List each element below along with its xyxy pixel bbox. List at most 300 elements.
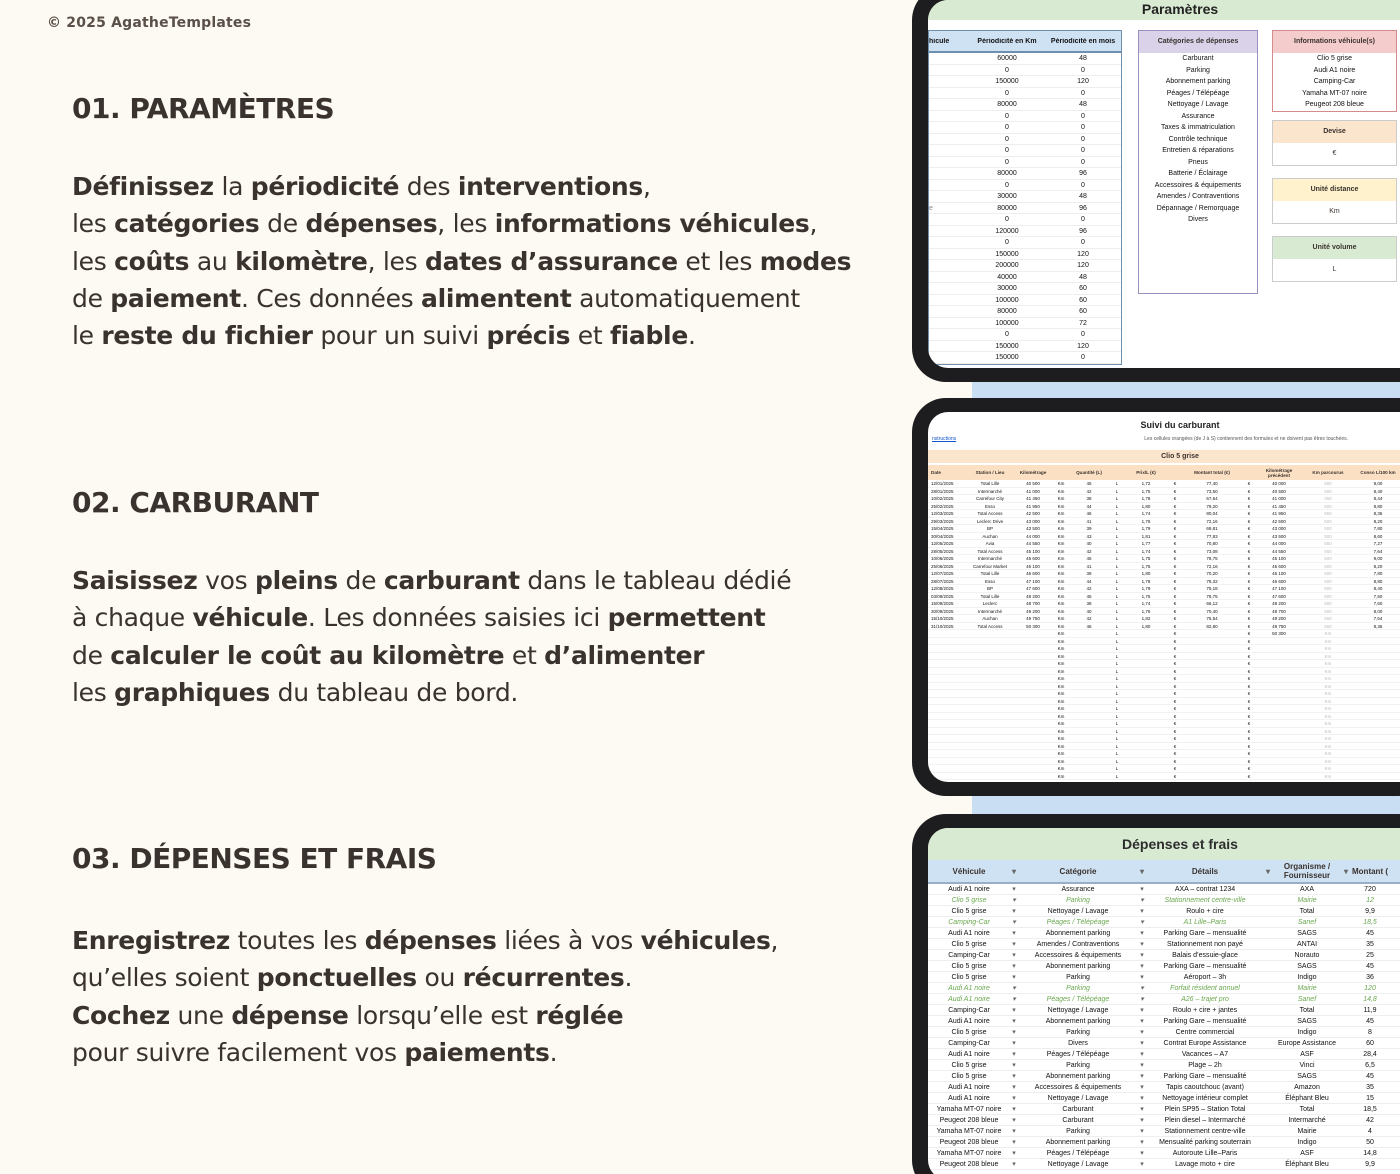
cell-date[interactable] xyxy=(928,660,964,667)
cell[interactable]: 30000 xyxy=(997,193,1017,200)
dropdown-icon[interactable]: ▾ xyxy=(1140,1007,1144,1014)
cell[interactable] xyxy=(929,168,969,179)
cell-station[interactable]: Total Lille xyxy=(980,481,1000,486)
cell-category[interactable]: Nettoyage / Lavage xyxy=(1047,908,1109,915)
cell-station[interactable] xyxy=(964,773,1016,780)
cell[interactable]: 60 xyxy=(1079,296,1087,304)
cell-details[interactable]: A1 Lille–Paris xyxy=(1183,919,1227,926)
category-item[interactable]: Abonnement parking xyxy=(1165,78,1231,85)
cell-supplier[interactable]: Indigo xyxy=(1297,1139,1317,1146)
cell-amount[interactable]: 720 xyxy=(1364,886,1376,893)
cell-price[interactable] xyxy=(1128,668,1164,675)
cell-station[interactable] xyxy=(964,645,1016,652)
dropdown-icon[interactable]: ▾ xyxy=(1140,919,1144,926)
cell-station[interactable]: Auchan xyxy=(982,616,998,621)
cell-station[interactable] xyxy=(964,675,1016,682)
cell-km[interactable]: 41 950 xyxy=(1026,503,1040,509)
cell-station[interactable] xyxy=(964,630,1016,637)
cell-quantity[interactable] xyxy=(1072,675,1106,682)
cell-quantity[interactable]: 44 xyxy=(1086,503,1092,509)
cell-station[interactable]: Total Access xyxy=(977,511,1003,516)
cell-km[interactable] xyxy=(1016,728,1050,735)
cell-station[interactable] xyxy=(964,698,1016,705)
cell-category[interactable]: Parking xyxy=(1066,974,1090,981)
cell-date[interactable] xyxy=(928,720,964,727)
cell-vehicle[interactable]: Camping-Car xyxy=(948,1040,990,1047)
cell[interactable]: 60 xyxy=(1079,308,1087,315)
cell-supplier[interactable]: Sanef xyxy=(1297,919,1317,926)
category-item[interactable]: Péages / Télépéage xyxy=(1166,89,1230,97)
dropdown-icon[interactable]: ▾ xyxy=(1140,908,1144,915)
cell-km[interactable] xyxy=(1016,660,1050,667)
cell-vehicle[interactable]: Camping-Car xyxy=(948,1007,990,1014)
cell[interactable]: 40000 xyxy=(997,273,1017,281)
dropdown-icon[interactable]: ▾ xyxy=(1012,1139,1016,1146)
cell-details[interactable]: Parking Gare – mensualité xyxy=(1163,930,1247,937)
cell-date[interactable] xyxy=(928,773,964,780)
cell-vehicle[interactable]: Peugeot 208 bleue xyxy=(939,1117,999,1124)
cell[interactable]: 120000 xyxy=(995,227,1019,235)
cell-date[interactable]: 12/08/2025 xyxy=(931,586,954,591)
cell-supplier[interactable]: Sanef xyxy=(1297,996,1317,1003)
cell[interactable]: 80000 xyxy=(997,204,1017,212)
dropdown-icon[interactable]: ▾ xyxy=(1012,1150,1016,1157)
cell[interactable]: 96 xyxy=(1079,227,1087,235)
dropdown-icon[interactable]: ▾ xyxy=(1012,952,1016,959)
cell-station[interactable] xyxy=(964,765,1016,772)
cell-category[interactable]: Nettoyage / Lavage xyxy=(1047,1161,1109,1168)
cell[interactable]: 0 xyxy=(1081,112,1085,120)
column-header[interactable]: Prix/L (€) xyxy=(1136,470,1156,475)
cell-station[interactable]: Intermarché xyxy=(977,488,1002,494)
cell-quantity[interactable]: 46 xyxy=(1086,623,1092,629)
cell[interactable]: 0 xyxy=(1081,158,1085,166)
cell-quantity[interactable]: 42 xyxy=(1086,548,1092,554)
cell-date[interactable] xyxy=(928,630,964,637)
cell-quantity[interactable]: 40 xyxy=(1086,541,1092,546)
cell-category[interactable]: Amendes / Contraventions xyxy=(1036,941,1120,948)
cell-price[interactable]: 1,80 xyxy=(1141,623,1151,629)
cell-details[interactable]: Plein diesel – Intermarché xyxy=(1164,1117,1246,1124)
volume-unit-value[interactable]: L xyxy=(1273,259,1396,281)
cell-details[interactable]: Stationnement centre-ville xyxy=(1164,1128,1246,1135)
cell-quantity[interactable]: 42 xyxy=(1086,488,1092,494)
cell-km[interactable]: 44 000 xyxy=(1026,533,1040,539)
cell-category[interactable]: Abonnement parking xyxy=(1045,963,1111,970)
cell-category[interactable]: Carburant xyxy=(1062,1106,1094,1113)
cell-price[interactable]: 1,72 xyxy=(1141,481,1151,486)
cell-supplier[interactable]: Intermarché xyxy=(1288,1117,1326,1124)
column-header[interactable]: Catégorie xyxy=(1059,866,1097,876)
vehicle-item[interactable]: Camping-Car xyxy=(1313,78,1356,85)
cell-price[interactable] xyxy=(1128,743,1164,750)
cell-date[interactable]: 12/01/2025 xyxy=(931,481,954,486)
cell[interactable]: 0 xyxy=(1081,239,1085,246)
cell-price[interactable]: 1,77 xyxy=(1141,541,1151,546)
cell-km[interactable] xyxy=(1016,675,1050,682)
dropdown-icon[interactable]: ▾ xyxy=(1012,1062,1016,1069)
column-header[interactable]: Km parcourus xyxy=(1312,470,1344,475)
cell-price[interactable] xyxy=(1128,735,1164,742)
dropdown-icon[interactable]: ▾ xyxy=(1140,1095,1144,1102)
column-header[interactable]: Périodicité en mois xyxy=(1050,37,1116,45)
cell[interactable]: 0 xyxy=(1005,89,1009,97)
cell-amount[interactable]: 45 xyxy=(1366,963,1374,970)
cell-station[interactable]: Esso xyxy=(984,503,995,509)
cell-details[interactable]: Plein SP95 – Station Total xyxy=(1164,1106,1246,1113)
cell[interactable] xyxy=(929,122,969,133)
cell[interactable]: 0 xyxy=(1005,147,1009,154)
cell-date[interactable] xyxy=(928,653,964,660)
cell-vehicle[interactable]: Clio 5 grise xyxy=(951,1062,987,1069)
cell-date[interactable]: 29/03/2025 xyxy=(931,518,954,524)
cell[interactable] xyxy=(929,145,969,156)
cell[interactable] xyxy=(929,249,969,260)
cell-quantity[interactable] xyxy=(1072,773,1106,780)
cell-category[interactable]: Abonnement parking xyxy=(1045,1018,1111,1025)
cell-amount[interactable]: 42 xyxy=(1366,1117,1374,1124)
cell-details[interactable]: Balais d’essuie-glace xyxy=(1172,952,1238,959)
cell-date[interactable] xyxy=(928,645,964,652)
cell-price[interactable]: 1,75 xyxy=(1141,488,1151,494)
dropdown-icon[interactable]: ▾ xyxy=(1140,1018,1144,1025)
cell-quantity[interactable] xyxy=(1072,758,1106,765)
cell-quantity[interactable]: 38 xyxy=(1086,601,1092,606)
cell[interactable]: 150000 xyxy=(995,342,1019,350)
cell-vehicle[interactable]: Audi A1 noire xyxy=(948,1051,990,1058)
cell-price[interactable] xyxy=(1128,713,1164,720)
cell-vehicle[interactable]: Camping-Car xyxy=(948,952,990,959)
distance-unit-value[interactable]: Km xyxy=(1273,201,1396,223)
cell[interactable]: 120 xyxy=(1077,342,1089,350)
cell-quantity[interactable] xyxy=(1072,690,1106,697)
dropdown-icon[interactable]: ▾ xyxy=(1012,1007,1016,1014)
cell-vehicle[interactable]: Audi A1 noire xyxy=(948,1084,990,1091)
cell-price[interactable]: 1,74 xyxy=(1141,601,1151,606)
cell[interactable]: 0 xyxy=(1005,66,1009,74)
cell-station[interactable]: Leclerc xyxy=(982,601,998,606)
filter-icon[interactable]: ▾ xyxy=(1011,866,1016,876)
dropdown-icon[interactable]: ▾ xyxy=(1012,1128,1016,1135)
cell-details[interactable]: Parking Gare – mensualité xyxy=(1163,963,1247,970)
cell-details[interactable]: Stationnement centre-ville xyxy=(1164,897,1246,904)
cell-quantity[interactable]: 43 xyxy=(1086,533,1092,539)
cell[interactable]: 80000 xyxy=(997,308,1017,315)
cell-price[interactable]: 1,76 xyxy=(1141,563,1151,569)
cell-km[interactable] xyxy=(1016,638,1050,645)
cell-date[interactable] xyxy=(928,705,964,712)
cell-vehicle[interactable]: Clio 5 grise xyxy=(951,908,987,915)
cell-quantity[interactable]: 41 xyxy=(1086,563,1092,569)
cell[interactable]: e xyxy=(929,204,933,212)
cell-station[interactable] xyxy=(964,720,1016,727)
column-header[interactable]: Station / Lieu xyxy=(975,470,1005,475)
cell-km[interactable]: 49 200 xyxy=(1026,608,1040,614)
cell-amount[interactable]: 50 xyxy=(1366,1139,1374,1146)
cell[interactable]: 48 xyxy=(1079,101,1087,108)
cell-quantity[interactable] xyxy=(1072,720,1106,727)
column-header[interactable]: hicule xyxy=(929,37,950,45)
category-item[interactable]: Parking xyxy=(1186,66,1210,74)
cell-station[interactable] xyxy=(964,690,1016,697)
cell-price[interactable] xyxy=(1128,690,1164,697)
cell-amount[interactable]: 9,9 xyxy=(1365,908,1375,915)
cell-supplier[interactable]: ASF xyxy=(1300,1051,1314,1058)
dropdown-icon[interactable]: ▾ xyxy=(1140,1128,1144,1135)
cell-vehicle[interactable]: Peugeot 208 bleue xyxy=(939,1161,999,1168)
cell-station[interactable]: Esso xyxy=(984,578,995,584)
cell-supplier[interactable]: AXA xyxy=(1299,886,1314,893)
cell-price[interactable] xyxy=(1128,630,1164,637)
cell-station[interactable]: Total Access xyxy=(977,548,1003,554)
cell-station[interactable]: Total Access xyxy=(977,623,1003,629)
cell-details[interactable]: Vacances – A7 xyxy=(1181,1051,1229,1058)
cell-quantity[interactable] xyxy=(1072,668,1106,675)
cell-supplier[interactable]: Mairie xyxy=(1297,897,1317,904)
cell-category[interactable]: Divers xyxy=(1068,1040,1088,1047)
dropdown-icon[interactable]: ▾ xyxy=(1012,919,1016,926)
cell-date[interactable] xyxy=(928,638,964,645)
cell-supplier[interactable]: Éléphant Bleu xyxy=(1285,1161,1329,1168)
cell-price[interactable]: 1,79 xyxy=(1141,526,1151,531)
cell-km[interactable] xyxy=(1016,750,1050,757)
cell-supplier[interactable]: Indigo xyxy=(1297,974,1317,981)
cell-km[interactable] xyxy=(1016,773,1050,780)
cell-date[interactable] xyxy=(928,675,964,682)
cell-details[interactable]: Parking Gare – mensualité xyxy=(1163,1018,1247,1025)
dropdown-icon[interactable]: ▾ xyxy=(1012,930,1016,937)
cell-station[interactable] xyxy=(964,638,1016,645)
cell[interactable] xyxy=(929,65,969,76)
cell-station[interactable]: BP xyxy=(986,526,993,531)
cell[interactable] xyxy=(929,76,969,87)
cell-km[interactable]: 40 500 xyxy=(1026,481,1040,486)
cell-quantity[interactable] xyxy=(1072,765,1106,772)
cell-km[interactable]: 45 100 xyxy=(1026,548,1040,554)
cell-amount[interactable]: 18,5 xyxy=(1363,1106,1377,1113)
column-header[interactable]: Montant total (€) xyxy=(1194,470,1230,475)
cell-category[interactable]: Péages / Télépéage xyxy=(1046,996,1110,1003)
cell-supplier[interactable]: SAGS xyxy=(1297,1018,1317,1025)
cell-date[interactable]: 31/10/2025 xyxy=(931,623,954,629)
vehicle-item[interactable]: Clio 5 grise xyxy=(1316,55,1352,62)
category-item[interactable]: Entretien & réparations xyxy=(1162,147,1234,154)
cell-price[interactable]: 1,78 xyxy=(1141,578,1151,584)
cell-amount[interactable]: 60 xyxy=(1366,1040,1374,1047)
cell-station[interactable]: Auchan xyxy=(982,533,998,539)
cell[interactable]: 0 xyxy=(1005,239,1009,246)
cell-quantity[interactable] xyxy=(1072,735,1106,742)
cell-km[interactable]: 43 500 xyxy=(1026,526,1040,531)
dropdown-icon[interactable]: ▾ xyxy=(1012,985,1016,992)
cell-vehicle[interactable]: Yamaha MT-07 noire xyxy=(936,1106,1002,1113)
cell-station[interactable] xyxy=(964,653,1016,660)
cell[interactable]: 0 xyxy=(1081,89,1085,97)
dropdown-icon[interactable]: ▾ xyxy=(1140,996,1144,1003)
cell[interactable]: 0 xyxy=(1005,216,1009,223)
vehicle-item[interactable]: Yamaha MT-07 noire xyxy=(1302,89,1367,97)
cell-vehicle[interactable]: Clio 5 grise xyxy=(951,897,987,904)
cell-km[interactable] xyxy=(1016,735,1050,742)
cell-km[interactable] xyxy=(1016,720,1050,727)
cell-amount[interactable]: 14,8 xyxy=(1363,1150,1377,1157)
cell-supplier[interactable]: SAGS xyxy=(1297,930,1317,937)
cell-vehicle[interactable]: Camping-Car xyxy=(948,919,990,926)
dropdown-icon[interactable]: ▾ xyxy=(1140,886,1144,893)
cell-vehicle[interactable]: Yamaha MT-07 noire xyxy=(936,1128,1002,1135)
cell-category[interactable]: Péages / Télépéage xyxy=(1046,1051,1110,1058)
cell-km[interactable]: 47 600 xyxy=(1026,586,1040,591)
cell-details[interactable]: A26 – trajet pro xyxy=(1181,996,1229,1003)
cell-vehicle[interactable]: Clio 5 grise xyxy=(951,974,987,981)
cell[interactable] xyxy=(929,191,969,202)
cell[interactable]: 60 xyxy=(1079,285,1087,292)
cell[interactable]: 0 xyxy=(1081,124,1085,131)
cell[interactable] xyxy=(929,272,969,283)
cell-vehicle[interactable]: Audi A1 noire xyxy=(948,930,990,937)
cell-quantity[interactable]: 39 xyxy=(1086,571,1092,576)
cell-quantity[interactable] xyxy=(1072,750,1106,757)
cell[interactable]: 120 xyxy=(1077,262,1089,269)
cell-vehicle[interactable]: Clio 5 grise xyxy=(951,963,987,970)
cell-category[interactable]: Carburant xyxy=(1062,1117,1094,1124)
cell[interactable]: 0 xyxy=(1005,181,1009,189)
cell-supplier[interactable]: Amazon xyxy=(1294,1084,1320,1091)
cell-date[interactable] xyxy=(928,750,964,757)
cell-station[interactable]: Carrefour Market xyxy=(972,563,1007,569)
cell-category[interactable]: Parking xyxy=(1066,897,1090,904)
cell-price[interactable]: 1,74 xyxy=(1141,548,1151,554)
cell-km[interactable]: 42 500 xyxy=(1026,511,1040,516)
cell-date[interactable]: 12/05/2025 xyxy=(931,541,954,546)
cell-station[interactable]: Avia xyxy=(985,541,995,546)
cell-km[interactable] xyxy=(1016,758,1050,765)
cell-vehicle[interactable]: Clio 5 grise xyxy=(951,941,987,948)
cell-details[interactable]: Roulo + cire xyxy=(1186,908,1224,915)
cell-price[interactable] xyxy=(1128,675,1164,682)
cell-price[interactable] xyxy=(1128,758,1164,765)
category-item[interactable]: Taxes & immatriculation xyxy=(1161,124,1235,131)
cell-km[interactable]: 48 200 xyxy=(1026,593,1040,599)
cell-category[interactable]: Péages / Télépéage xyxy=(1046,919,1110,926)
cell-category[interactable]: Parking xyxy=(1066,1062,1090,1069)
cell[interactable]: 96 xyxy=(1079,170,1087,177)
cell-supplier[interactable]: Mairie xyxy=(1297,985,1317,992)
filter-icon[interactable]: ▾ xyxy=(1343,866,1348,876)
cell[interactable]: 30000 xyxy=(997,285,1017,292)
cell-quantity[interactable]: 42 xyxy=(1086,616,1092,621)
category-item[interactable]: Dépannage / Remorquage xyxy=(1156,204,1240,212)
cell-quantity[interactable] xyxy=(1072,645,1106,652)
cell-price[interactable] xyxy=(1128,660,1164,667)
cell-price[interactable]: 1,82 xyxy=(1141,616,1151,621)
dropdown-icon[interactable]: ▾ xyxy=(1140,897,1144,904)
cell-price[interactable] xyxy=(1128,638,1164,645)
cell-price[interactable] xyxy=(1128,683,1164,690)
cell-amount[interactable]: 45 xyxy=(1366,930,1374,937)
category-item[interactable]: Amendes / Contraventions xyxy=(1156,193,1240,200)
dropdown-icon[interactable]: ▾ xyxy=(1140,1051,1144,1058)
cell-price[interactable]: 1,76 xyxy=(1141,608,1151,614)
cell-details[interactable]: Forfait résident annuel xyxy=(1170,985,1240,992)
cell[interactable]: 0 xyxy=(1005,124,1009,131)
category-item[interactable]: Divers xyxy=(1188,216,1208,223)
cell-km[interactable] xyxy=(1016,645,1050,652)
cell-category[interactable]: Assurance xyxy=(1061,886,1095,893)
cell[interactable]: 150000 xyxy=(995,78,1019,85)
cell[interactable]: 80000 xyxy=(997,101,1017,108)
cell[interactable] xyxy=(929,214,969,225)
cell-date[interactable] xyxy=(928,698,964,705)
cell-amount[interactable]: 28,4 xyxy=(1363,1051,1377,1058)
cell-station[interactable] xyxy=(964,660,1016,667)
cell-station[interactable]: Intermarché xyxy=(977,608,1002,614)
cell[interactable]: 0 xyxy=(1081,181,1085,189)
cell-supplier[interactable]: ASF xyxy=(1300,1150,1314,1157)
cell-date[interactable]: 30/09/2025 xyxy=(931,608,954,614)
cell-price[interactable]: 1,79 xyxy=(1141,586,1151,591)
cell-details[interactable]: Aéroport – 3h xyxy=(1183,974,1227,981)
cell-date[interactable]: 25/06/2025 xyxy=(931,563,954,569)
cell-station[interactable] xyxy=(964,705,1016,712)
column-header[interactable]: Date xyxy=(931,470,941,475)
cell[interactable] xyxy=(929,237,969,248)
filter-icon[interactable]: ▾ xyxy=(1265,866,1270,876)
cell-details[interactable]: Parking Gare – mensualité xyxy=(1163,1073,1247,1080)
cell-quantity[interactable]: 38 xyxy=(1086,496,1092,501)
dropdown-icon[interactable]: ▾ xyxy=(1012,908,1016,915)
cell-date[interactable] xyxy=(928,690,964,697)
cell[interactable] xyxy=(929,226,969,237)
cell-price[interactable]: 1,80 xyxy=(1141,503,1151,509)
cell[interactable]: 0 xyxy=(1081,216,1085,223)
cell-price[interactable] xyxy=(1128,750,1164,757)
dropdown-icon[interactable]: ▾ xyxy=(1012,1161,1016,1168)
cell-details[interactable]: Contrat Europe Assistance xyxy=(1163,1040,1247,1047)
cell[interactable]: 0 xyxy=(1005,112,1009,120)
cell-category[interactable]: Abonnement parking xyxy=(1045,930,1111,937)
cell-date[interactable]: 28/01/2025 xyxy=(931,488,954,494)
dropdown-icon[interactable]: ▾ xyxy=(1012,897,1016,904)
dropdown-icon[interactable]: ▾ xyxy=(1012,1106,1016,1113)
cell-details[interactable]: Stationnement non payé xyxy=(1167,941,1243,948)
cell[interactable] xyxy=(929,157,969,168)
cell-station[interactable] xyxy=(964,713,1016,720)
cell[interactable] xyxy=(929,295,969,306)
cell-supplier[interactable]: Total xyxy=(1299,1106,1315,1113)
cell[interactable] xyxy=(929,341,969,352)
cell-date[interactable]: 10/02/2025 xyxy=(931,496,954,501)
cell-km[interactable]: 41 000 xyxy=(1026,488,1040,494)
cell-vehicle[interactable]: Audi A1 noire xyxy=(948,1095,990,1102)
dropdown-icon[interactable]: ▾ xyxy=(1012,941,1016,948)
cell[interactable] xyxy=(929,283,969,294)
dropdown-icon[interactable]: ▾ xyxy=(1012,1051,1016,1058)
cell[interactable]: 0 xyxy=(1005,331,1009,338)
cell[interactable]: 0 xyxy=(1005,135,1009,143)
category-item[interactable]: Batterie / Éclairage xyxy=(1168,170,1228,177)
cell-category[interactable]: Parking xyxy=(1066,1029,1090,1036)
cell[interactable] xyxy=(929,352,969,363)
cell-quantity[interactable]: 45 xyxy=(1086,556,1092,561)
cell-supplier[interactable]: Mairie xyxy=(1297,1128,1317,1135)
cell-km[interactable]: 41 450 xyxy=(1026,496,1040,501)
cell-km[interactable]: 43 000 xyxy=(1026,518,1040,524)
cell-amount[interactable]: 36 xyxy=(1366,974,1374,981)
cell-quantity[interactable] xyxy=(1072,653,1106,660)
cell-date[interactable]: 12/07/2025 xyxy=(931,571,954,576)
cell-amount[interactable]: 25 xyxy=(1366,952,1374,959)
